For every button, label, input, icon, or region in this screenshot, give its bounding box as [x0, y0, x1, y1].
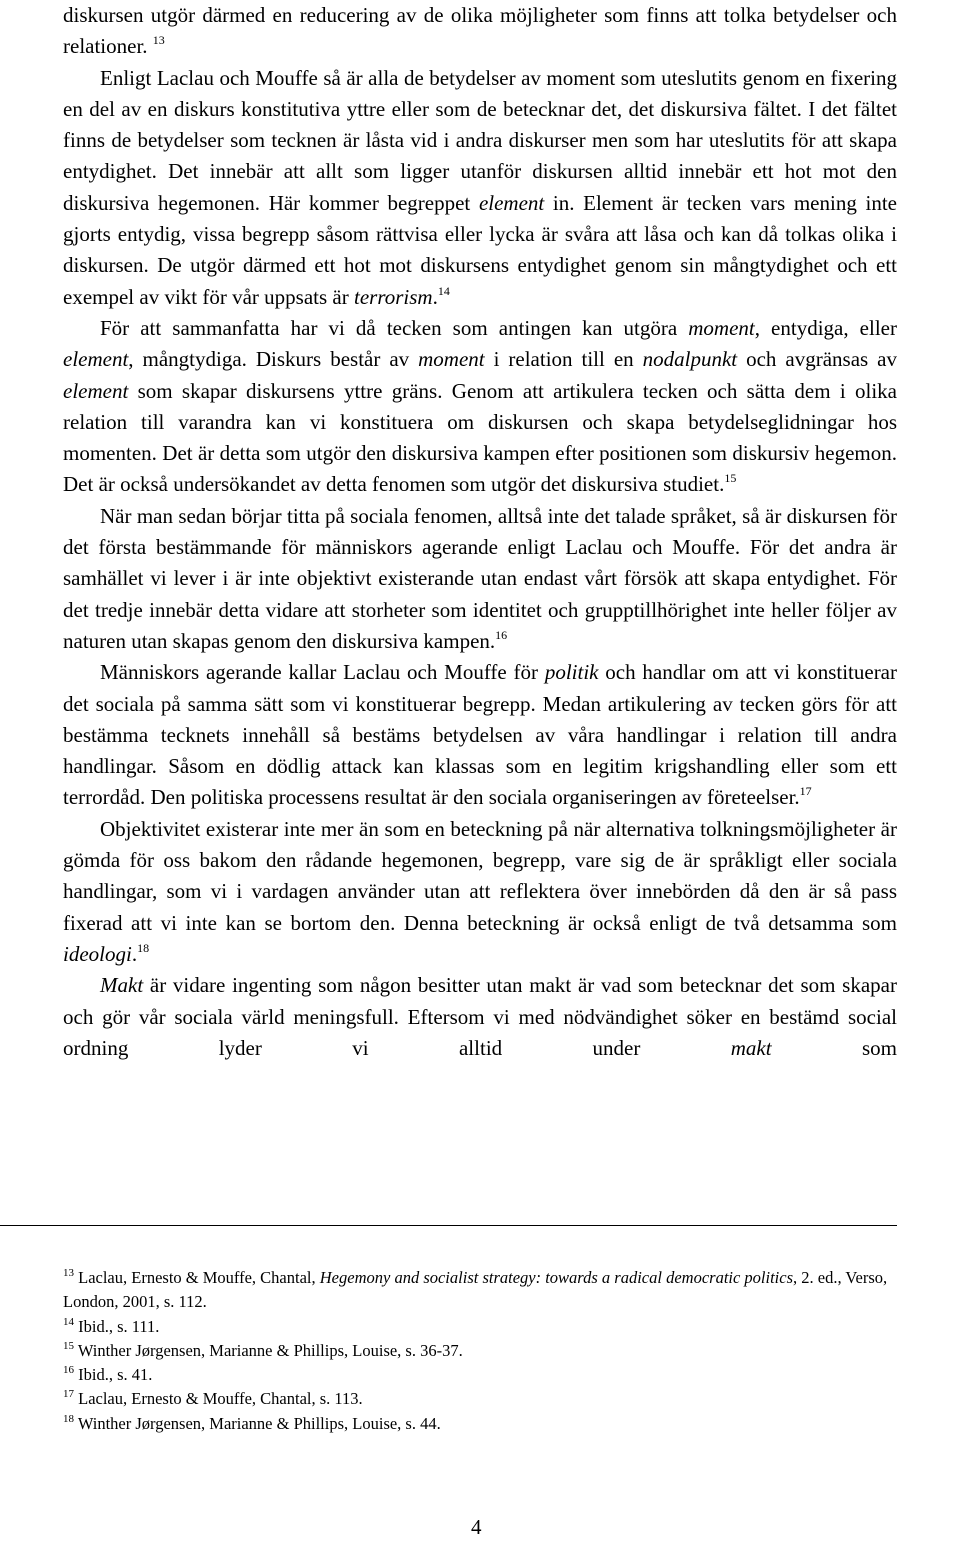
paragraph-text: diskursen utgör därmed en reducering av de olika möjligheter som finns att tolka betydelser och relationer. [63, 3, 897, 59]
italic-term: moment [418, 347, 485, 372]
footnote-ref: 14 [437, 283, 450, 298]
paragraph-text: in. Element är tecken vars mening inte gjorts entydig, vissa begrepp såsom rättvisa eller lycka är svåra att låsa och kan då tolkas olika i diskursen. De utgör därmed ett hot mot diskursens entydighet genom sin mångtydighet och ett exempel av vikt för vår uppsats är [63, 190, 897, 309]
paragraph-text: När man sedan börjar titta på sociala fenomen, alltså inte det talade språket, så är diskursen för det första bestämmande för människors agerande enligt Laclau och Mouffe. För det andra är samhället vi lever i är inte objektivt existerande utan endast vårt försök att skapa entydighet. För det tredje innebär detta vidare att storheter som identitet och grupptillhörighet inte heller följer av naturen utan skapas genom den diskursiva kampen. [63, 503, 897, 653]
paragraph [63, 970, 897, 1064]
paragraph [63, 501, 897, 657]
italic-term: Makt [100, 973, 144, 998]
paragraph [63, 0, 897, 63]
footnote-text: , 2. ed., Verso, London, 2001, s. 112. [63, 1268, 888, 1312]
footnote-ref: 17 [799, 784, 812, 799]
footnote [63, 1315, 897, 1339]
footnote-number: 18 [63, 1412, 74, 1425]
footnote-number: 13 [63, 1267, 74, 1279]
footnote-text: Ibid., s. 111. [74, 1316, 160, 1336]
footnote-number: 16 [63, 1364, 74, 1377]
italic-term: moment [688, 315, 755, 340]
paragraph-text: i relation till en [484, 347, 643, 372]
paragraph-text: , mångtydiga. Diskurs består av [128, 347, 419, 372]
paragraph-text: . [432, 284, 438, 309]
paragraph-text: Enligt Laclau och Mouffe så är alla de betydelser av moment som uteslutits genom en fixering en del av en diskurs konstitutiva yttre eller som de betecknar det, det diskursiva fältet. I det fältet finns de betydelser som tecknen är låsta vid i andra diskurser men som har uteslutits för att skapa entydighet. Det innebär att allt som ligger utanför diskursen alltid innebär ett hot mot den diskursiva hegemonen. Här kommer begreppet [63, 65, 897, 215]
footnote-number: 14 [63, 1315, 74, 1328]
footnote-text: Ibid., s. 41. [74, 1365, 153, 1385]
paragraph-text: är vidare ingenting som någon besitter utan makt är vad som betecknar det som skapar och gör vår sociala värld meningsfull. Eftersom vi med nödvändighet söker en bestämd social ordning lyder vi alltid under [63, 973, 897, 1060]
paragraph [63, 63, 897, 313]
footnote-separator [0, 1225, 897, 1226]
footnote-ref: 18 [137, 940, 150, 955]
italic-term: makt [730, 1035, 772, 1060]
italic-term: element [63, 378, 129, 403]
footnote-title: Hegemony and socialist strategy: towards a radical democratic politics [319, 1268, 794, 1287]
footnote-text: Laclau, Ernesto & Mouffe, Chantal, s. 113. [74, 1389, 363, 1409]
paragraph-text: , entydiga, eller [754, 315, 897, 340]
italic-term: terrorism [354, 284, 433, 309]
footnote-number: 15 [63, 1339, 74, 1352]
paragraph [63, 657, 897, 813]
paragraph-text: Objektivitet existerar inte mer än som en beteckning på när alternativa tolkningsmöjligheter är gömda för oss bakom den rådande hegemonen, begrepp, vare sig de är språkligt eller sociala handlingar, som vi i vardagen använder utan att reflektera över innebörden då den är så pass fixerad att vi inte kan se bortom den. Denna beteckning är också enligt de två detsamma som [63, 816, 897, 935]
document-page [63, 0, 897, 1064]
footnote-text: Winther Jørgensen, Marianne & Phillips, Louise, s. 44. [74, 1413, 441, 1433]
footnote [63, 1339, 897, 1363]
italic-term: ideologi [63, 941, 132, 966]
footnote-ref: 15 [724, 471, 737, 486]
footnote [63, 1387, 897, 1411]
italic-term: element [478, 190, 545, 215]
paragraph-text: som [771, 1035, 897, 1060]
italic-term: element [63, 347, 129, 372]
paragraph-text: Människors agerande kallar Laclau och Mouffe för [100, 660, 545, 685]
paragraph-text: som skapar diskursens yttre gräns. Genom att artikulera tecken och sätta dem i olika relation till varandra kan vi konstituera om diskursen och skapa betydelseglidningar hos momenten. Det är detta som utgör den diskursiva kampen efter positionen som diskursiv hegemon. Det är också undersökandet av detta fenomen som utgör det diskursiva studiet. [63, 378, 897, 497]
footnote-ref: 13 [152, 33, 165, 48]
footnotes [63, 1266, 897, 1436]
body-text [63, 0, 897, 1064]
paragraph [63, 313, 897, 501]
footnote-text: Laclau, Ernesto & Mouffe, Chantal, [74, 1268, 320, 1287]
footnote-number: 17 [63, 1388, 74, 1401]
italic-term: nodalpunkt [642, 347, 738, 372]
paragraph-text: För att sammanfatta har vi då tecken som antingen kan utgöra [100, 315, 689, 340]
paragraph-text: . [131, 941, 138, 966]
paragraph-text: och avgränsas av [737, 347, 897, 372]
footnote-ref: 16 [495, 627, 508, 642]
italic-term: politik [544, 660, 599, 685]
footnote [63, 1266, 897, 1315]
footnote-text: Winther Jørgensen, Marianne & Phillips, Louise, s. 36-37. [74, 1340, 463, 1360]
footnote [63, 1363, 897, 1387]
paragraph [63, 814, 897, 970]
paragraph-text: och handlar om att vi konstituerar det sociala på samma sätt som vi konstituerar begrepp. Medan artikulering av tecken görs för att bestämma tecknets innehåll så bestäms betydelsen av våra handlingar i relation till andra handlingar. Såsom en dödlig attack kan klassas som en legitim krigshandling eller som ett terrordåd. Den politiska processens resultat är den sociala organiseringen av företeelser. [63, 660, 897, 810]
page-number: 4 [471, 1515, 482, 1539]
footnote [63, 1412, 897, 1436]
